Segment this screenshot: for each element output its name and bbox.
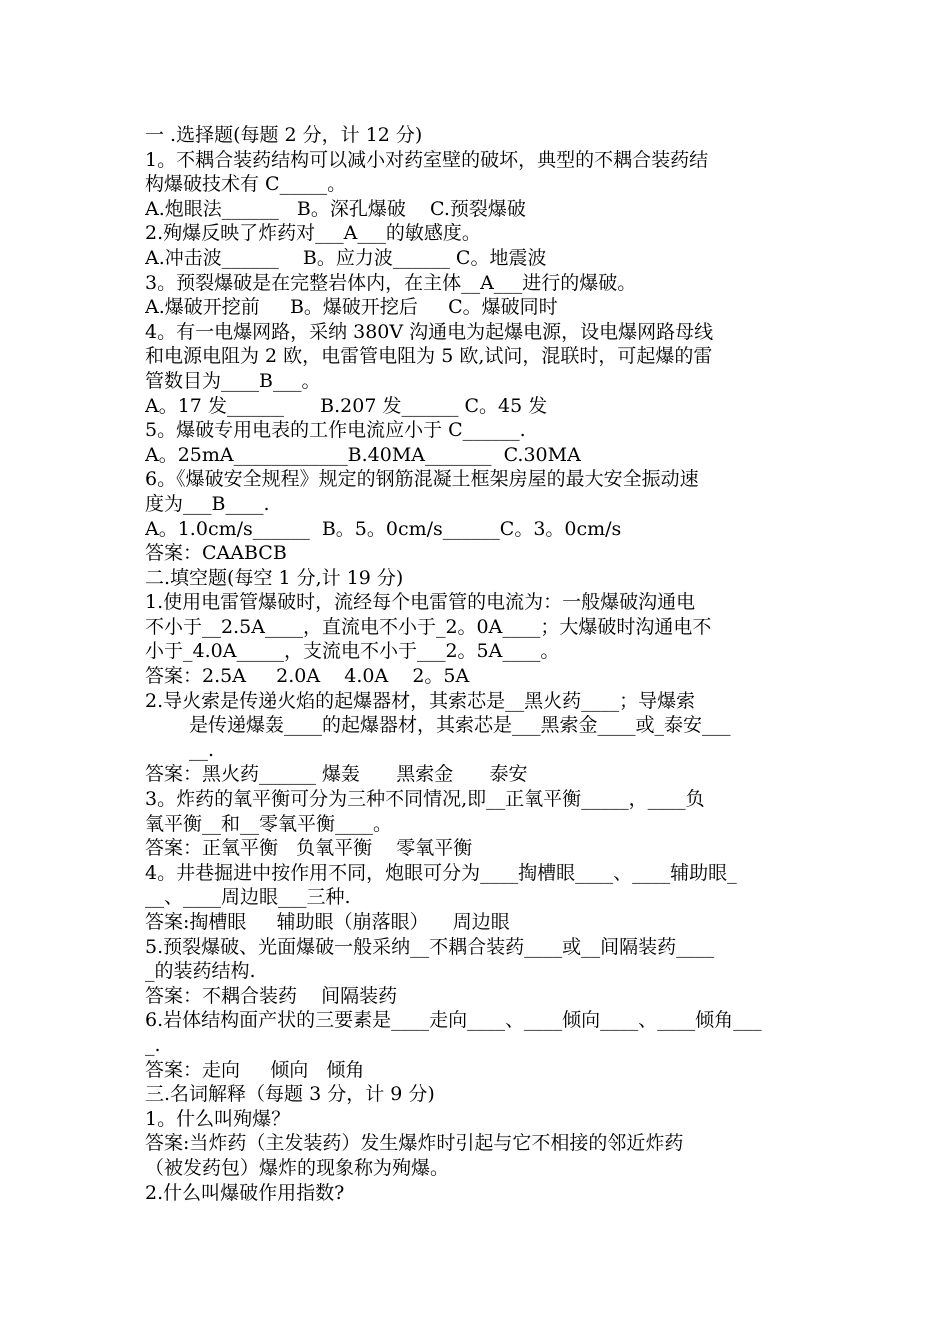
section-title-fill: 二.填空题(每空 1 分,计 19 分) xyxy=(145,566,404,589)
question-line: 氧平衡__和__零氧平衡____。 xyxy=(145,812,393,835)
options-line: A.炮眼法______ B。深孔爆破 C.预裂爆破 xyxy=(145,197,526,220)
document-page xyxy=(145,123,810,1205)
question-line: 5.预裂爆破、光面爆破一般采纳__不耦合装药____或__间隔装药____ xyxy=(145,935,715,958)
question-line: 小于_4.0A_____，支流电不小于___2。5A____。 xyxy=(145,640,560,663)
question-line: 6。《爆破安全规程》规定的钢筋混凝土框架房屋的最大安全振动速 xyxy=(145,468,699,491)
answer-line: 答案:掏槽眼 辅助眼（崩落眼） 周边眼 xyxy=(145,911,510,933)
answer-line: （被发药包）爆炸的现象称为殉爆。 xyxy=(145,1156,450,1179)
question-line: 和电源电阻为 2 欧，电雷管电阻为 5 欧,试问，混联时，可起爆的雷 xyxy=(145,345,713,368)
question-line: 是传递爆轰____的起爆器材，其索芯是___黑索金____或_泰安___ xyxy=(189,714,731,737)
answer-line: 答案：不耦合装药 间隔装药 xyxy=(145,984,398,1007)
options-line: A。17 发______ B.207 发______ C。45 发 xyxy=(145,394,548,417)
question-line: 管数目为____B___。 xyxy=(145,369,321,392)
question-line: 1。什么叫殉爆？ xyxy=(145,1107,291,1130)
question-line: 3。炸药的氧平衡可分为三种不同情况,即__正氧平衡_____，____负 xyxy=(145,788,705,811)
question-line: 2.殉爆反映了炸药对___A___的敏感度。 xyxy=(145,222,481,245)
question-line: 2.导火索是传递火焰的起爆器材，其索芯是__黑火药____；导爆索 xyxy=(145,689,696,712)
section-title-choice: 一 .选择题(每题 2 分，计 12 分) xyxy=(145,124,423,146)
answer-line: 答案:当炸药（主发装药）发生爆炸时引起与它不相接的邻近炸药 xyxy=(145,1132,684,1155)
question-line: __. xyxy=(189,738,215,761)
options-line: A.爆破开挖前 B。爆破开挖后 C。爆破同时 xyxy=(145,296,558,319)
answer-line: 答案：走向 倾向 倾角 xyxy=(145,1058,365,1081)
question-line: _. xyxy=(145,1033,161,1056)
answer-line: 答案：CAABCB xyxy=(145,542,287,565)
section-title-terms: 三.名词解释（每题 3 分，计 9 分) xyxy=(145,1083,435,1106)
question-line: 4。有一电爆网路，采纳 380V 沟通电为起爆电源，设电爆网路母线 xyxy=(145,320,714,343)
options-line: A。1.0cm/s______ B。5。0cm/s______C。3。0cm/s xyxy=(145,517,622,540)
answer-line: 答案：黑火药______ 爆轰 黑索金 泰安 xyxy=(145,763,528,786)
question-line: 不小于__2.5A____，直流电不小于_2。0A____；大爆破时沟通电不 xyxy=(145,615,712,638)
question-line: 2.什么叫爆破作用指数? xyxy=(145,1181,345,1204)
question-line: 5。爆破专用电表的工作电流应小于 C______. xyxy=(145,419,526,442)
question-line: _的装药结构. xyxy=(145,960,256,983)
options-line: A.冲击波______ B。应力波______ C。地震波 xyxy=(145,246,547,269)
question-line: __、____周边眼___三种. xyxy=(145,886,351,909)
question-line: 构爆破技术有 C_____。 xyxy=(145,173,347,196)
question-line: 1。不耦合装药结构可以减小对药室壁的破坏，典型的不耦合装药结 xyxy=(145,148,709,171)
options-line: A。25mA____________B.40MA_______ C.30MA xyxy=(145,443,581,466)
answer-line: 答案：2.5A 2.0A 4.0A 2。5A xyxy=(145,665,470,688)
question-line: 3。预裂爆破是在完整岩体内，在主体__A___进行的爆破。 xyxy=(145,271,637,294)
question-line: 1.使用电雷管爆破时，流经每个电雷管的电流为：一般爆破沟通电 xyxy=(145,591,696,614)
question-line: 度为___B____. xyxy=(145,492,270,515)
question-line: 6.岩体结构面产状的三要素是____走向____、____倾向____、____倾角___ xyxy=(145,1009,762,1032)
question-line: 4。井巷掘进中按作用不同，炮眼可分为____掏槽眼____、____辅助眼_ xyxy=(145,861,737,884)
answer-line: 答案：正氧平衡 负氧平衡 零氧平衡 xyxy=(145,837,473,860)
